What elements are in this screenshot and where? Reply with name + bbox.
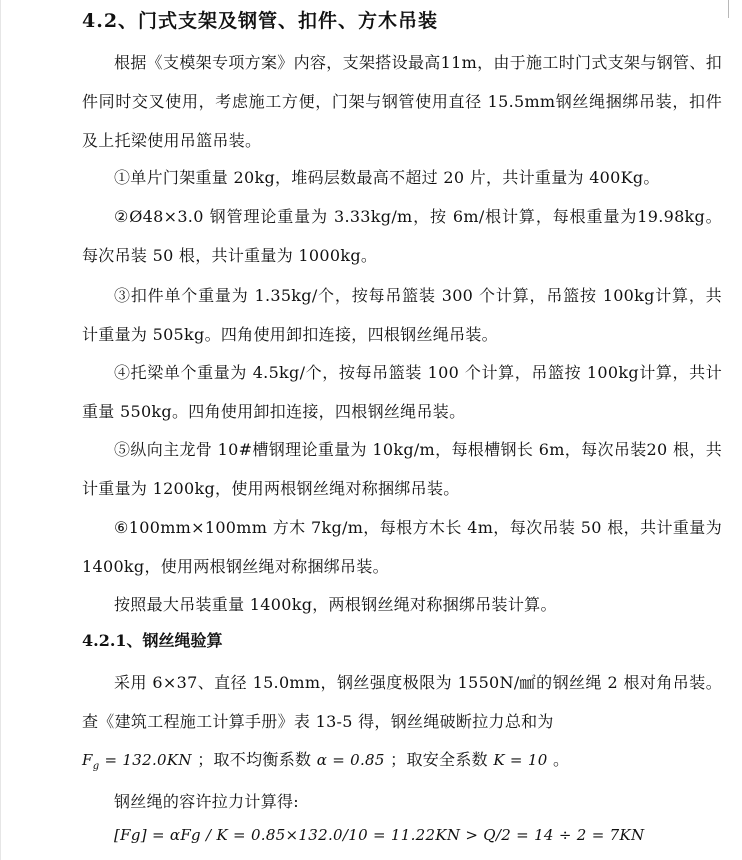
item-1-paragraph: ①单片门架重量 20kg，堆码层数最高不超过 20 片，共计重量为 400Kg。: [114, 168, 660, 187]
margin-marker: [728, 0, 729, 18]
item-2-paragraph: ②Ø48×3.0 钢管理论重量为 3.33kg/m，按 6m/根计算，每根重量为19.98kg。每次吊装 50 根，共计重量为 1000kg。: [82, 207, 722, 265]
alpha-text: ；取不均衡系数: [197, 750, 312, 769]
k-text: ；取安全系数: [390, 750, 488, 769]
section-heading: 4.2、门式支架及钢管、扣件、方木吊装: [82, 10, 439, 32]
subsection-heading: 4.2.1、钢丝绳验算: [82, 631, 223, 650]
alpha-value: α = 0.85: [316, 751, 385, 769]
item-3-paragraph: ③扣件单个重量为 1.35kg/个，按每吊篮装 300 个计算，吊篮按 100kg计算，共计重量为 505kg。四角使用卸扣连接，四根钢丝绳吊装。: [82, 286, 722, 344]
formula-line: [82, 747, 569, 772]
formula-end: 。: [552, 750, 570, 769]
fg-value: = 132.0KN: [99, 751, 192, 769]
intro-paragraph: 根据《支模架专项方案》内容，支架搭设最高11m，由于施工时门式支架与钢管、扣件同时交叉使用，考虑施工方便，门架与钢管使用直径 15.5mm钢丝绳捆绑吊装，扣件及上托梁使用吊篮吊装。: [82, 53, 722, 150]
k-value: K = 10: [493, 751, 548, 769]
item-4-paragraph: ④托梁单个重量为 4.5kg/个，按每吊篮装 100 个计算，吊篮按 100kg计算，共计重量 550kg。四角使用卸扣连接，四根钢丝绳吊装。: [82, 363, 722, 421]
allowable-label: 钢丝绳的容许拉力计算得:: [114, 792, 299, 811]
item-5-paragraph: ⑤纵向主龙骨 10#槽钢理论重量为 10kg/m，每根槽钢长 6m，每次吊装20 根，共计重量为 1200kg，使用两根钢丝绳对称捆绑吊装。: [82, 440, 722, 498]
fg-subscript: g: [92, 761, 100, 772]
final-formula: [Fg] = αFg / K = 0.85×132.0/10 = 11.22KN > Q/2 = 14 ÷ 2 = 7KN: [114, 826, 645, 844]
item-6-paragraph: ⑥100mm×100mm 方木 7kg/m，每根方木长 4m，每次吊装 50 根，共计重量为 1400kg，使用两根钢丝绳对称捆绑吊装。: [82, 518, 722, 576]
calc-paragraph: 采用 6×37、直径 15.0mm，钢丝强度极限为 1550N/㎟的钢丝绳 2 根对角吊装。查《建筑工程施工计算手册》表 13-5 得，钢丝绳破断拉力总和为: [82, 673, 722, 731]
summary-paragraph: 按照最大吊装重量 1400kg，两根钢丝绳对称捆绑吊装计算。: [114, 595, 557, 614]
fg-symbol: F: [82, 751, 93, 769]
page-left-edge: [0, 0, 1, 860]
